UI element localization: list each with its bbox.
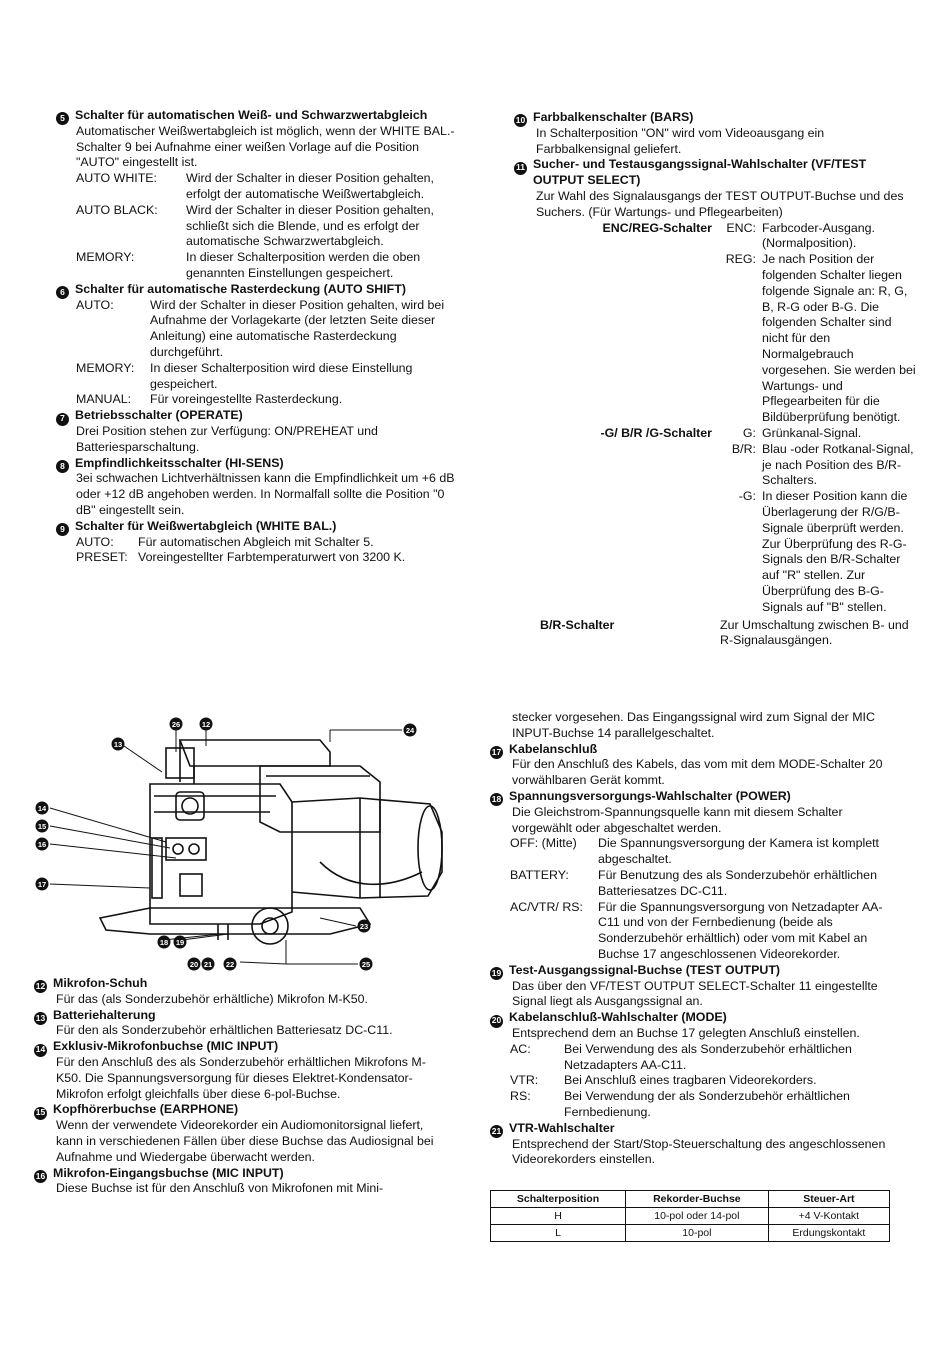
switch-row: -G: In dieser Position kann die Überlagerung der R/G/B-Signale überprüft werden. Zur Überprüfung des R-G-Signals den B/R-Schalter auf "R" stellen. Zur Überprüfung des B-G-Signals auf "B" stellen. — [738, 489, 908, 614]
column-top-right — [514, 110, 916, 649]
callout-label: 16 — [37, 840, 47, 849]
callout-label: 17 — [37, 880, 47, 889]
number-badge: 20 — [490, 1015, 503, 1028]
heading-text: Batteriehalterung — [53, 1007, 156, 1022]
callout-label: 14 — [37, 804, 47, 813]
def-row: AC/VTR/ RS: Für die Spannungsversorgung von Netzadapter AA-C11 und von der Fernbedienung (beide als Sonderzubehör erhältlich) oder vom mit Kabel an Buchse 17 angeschlossenen Videorekorder. — [510, 899, 883, 961]
def-row: AC: Bei Verwendung des als Sonderzubehör erhältlichen Netzadapters AA-C11. — [510, 1041, 852, 1072]
paragraph-s5: Automatischer Weißwertabgleich ist möglich, wenn der WHITE BAL.-Schalter 9 bei Aufnahme einer weißen Vorlage auf die Position "AUTO" eingestellt ist. — [76, 123, 455, 170]
callout-label: 18 — [159, 938, 169, 947]
paragraph-s20: Entsprechend dem an Buchse 17 gelegten Anschluß einstellen. — [512, 1025, 860, 1040]
table-row — [491, 1225, 890, 1242]
def-row: PRESET: Voreingestellter Farbtemperaturwert von 3200 K. — [76, 550, 406, 565]
number-badge: 7 — [56, 413, 69, 426]
heading-s18 — [490, 789, 890, 805]
def-row: RS: Bei Verwendung der als Sonderzubehör erhältlichen Fernbedienung. — [510, 1089, 850, 1119]
vtr-table — [490, 1190, 890, 1242]
number-badge: 8 — [56, 460, 69, 473]
number-badge: 12 — [34, 980, 47, 993]
paragraph-s17: Für den Anschluß des Kabels, das vom mit dem MODE-Schalter 20 vorwählbaren Gerät kommt. — [512, 757, 883, 788]
switch-row: B/R: Blau -oder Rotkanal-Signal, je nach Position des B/R-Schalters. — [731, 441, 914, 488]
heading-text: Empfindlichkeitsschalter (HI-SENS) — [75, 455, 284, 470]
def-row: MEMORY: In dieser Schalterposition werden die oben genannten Einstellungen gespeichert. — [76, 250, 421, 280]
paragraph-s7: Drei Position stehen zur Verfügung: ON/PREHEAT und Batteriesparschaltung. — [76, 423, 378, 454]
def-row: AUTO: Für automatischen Abgleich mit Schalter 5. — [76, 534, 374, 549]
number-badge: 5 — [56, 112, 69, 125]
table-cell: H — [491, 1208, 626, 1225]
heading-s13 — [34, 1008, 442, 1024]
number-badge: 10 — [514, 114, 527, 127]
table-header: Steuer-Art — [768, 1191, 889, 1208]
heading-text: Farbbalkenschalter (BARS) — [533, 110, 694, 124]
paragraph-s11: Zur Wahl des Signalausgangs der TEST OUTPUT-Buchse und des Suchers. (Für Wartungs- und Pflegearbeiten) — [536, 188, 904, 219]
paragraph-continued: stecker vorgesehen. Das Eingangssignal wird zum Signal der MIC INPUT-Buchse 14 parallelgeschaltet. — [512, 710, 875, 740]
column-bottom-right — [490, 710, 890, 1168]
number-badge: 19 — [490, 967, 503, 980]
def-row: AUTO WHITE: Wird der Schalter in dieser Position gehalten, erfolgt der automatische Weißwertabgleich. — [76, 171, 434, 201]
callout-label: 13 — [113, 740, 123, 749]
heading-s12 — [34, 976, 442, 992]
heading-s5 — [56, 108, 458, 124]
table-header: Schalterposition — [491, 1191, 626, 1208]
heading-text: Betriebsschalter (OPERATE) — [75, 408, 243, 423]
callout-label: 25 — [361, 960, 371, 969]
table-cell: 10-pol oder 14-pol — [625, 1208, 768, 1225]
switch-row: B/R-Schalter Zur Umschaltung zwischen B- und R-Signalausgängen. — [540, 617, 909, 648]
heading-text: Kabelanschluß-Wahlschalter (MODE) — [509, 1010, 727, 1025]
def-row: AUTO BLACK: Wird der Schalter in dieser Position gehalten, schließt sich die Blende, und es erfolgt der automatische Schwarzwertabgleich. — [76, 202, 434, 249]
callout-20 — [188, 958, 201, 971]
number-badge: 14 — [34, 1044, 47, 1057]
table-header: Rekorder-Buchse — [625, 1191, 768, 1208]
heading-s8 — [56, 456, 458, 472]
table-cell: +4 V-Kontakt — [768, 1208, 889, 1225]
paragraph-s12: Für das (als Sonderzubehör erhältliche) Mikrofon M-K50. — [56, 991, 368, 1006]
def-row: MANUAL: Für voreingestellte Rasterdeckung. — [76, 392, 343, 407]
heading-text: Sucher- und Testausgangssignal-Wahlschalter (VF/TEST OUTPUT SELECT) — [533, 157, 867, 188]
switch-row: -G/ B/R /G-Schalter G: Grünkanal-Signal. — [600, 425, 862, 440]
callout-13 — [112, 738, 125, 751]
heading-s19 — [490, 963, 890, 979]
heading-text: VTR-Wahlschalter — [509, 1120, 615, 1135]
table-header-row — [491, 1191, 890, 1208]
number-badge: 15 — [34, 1107, 47, 1120]
callout-24 — [404, 724, 417, 737]
number-badge: 21 — [490, 1125, 503, 1138]
heading-s11 — [514, 157, 916, 189]
heading-s6 — [56, 282, 458, 298]
number-badge: 11 — [514, 162, 527, 175]
paragraph-s10: In Schalterposition "ON" wird vom Videoausgang ein Farbbalkensignal geliefert. — [536, 125, 825, 156]
heading-s7 — [56, 408, 458, 424]
paragraph-s18: Die Gleichstrom-Spannungsquelle kann mit diesem Schalter vorgewählt oder abgeschaltet werden. — [512, 804, 843, 835]
heading-s16 — [34, 1166, 442, 1182]
heading-s14 — [34, 1039, 442, 1055]
number-badge: 9 — [56, 523, 69, 536]
callout-12 — [200, 718, 213, 731]
callout-18 — [158, 936, 171, 949]
heading-text: Kopfhörerbuchse (EARPHONE) — [53, 1102, 239, 1117]
heading-s9 — [56, 519, 458, 535]
paragraph-s13: Für den als Sonderzubehör erhältlichen Batteriesatz DC-C11. — [56, 1023, 393, 1038]
callout-label: 20 — [189, 960, 199, 969]
callout-label: 22 — [225, 960, 235, 969]
heading-s17 — [490, 742, 890, 758]
callout-label: 12 — [201, 720, 211, 729]
heading-s21 — [490, 1121, 890, 1137]
callout-22 — [224, 958, 237, 971]
number-badge: 18 — [490, 793, 503, 806]
camera-body-drawing — [100, 740, 442, 944]
paragraph-s8: 3ei schwachen Lichtverhältnissen kann die Empfindlichkeit um +6 dB oder +12 dB angehoben werden. In Normalfall sollte die Position "0 dB" eingestellt sein. — [76, 471, 455, 517]
table-cell: L — [491, 1225, 626, 1242]
callout-23 — [358, 920, 371, 933]
callout-label: 23 — [359, 922, 369, 931]
paragraph-s21: Entsprechend der Start/Stop-Steuerschaltung des angeschlossenen Videorekorders einstellen. — [512, 1136, 886, 1167]
number-badge: 13 — [34, 1012, 47, 1025]
column-bottom-left — [34, 976, 442, 1197]
callout-label: 24 — [405, 726, 415, 735]
table-row — [491, 1208, 890, 1225]
callout-26 — [170, 718, 183, 731]
number-badge: 6 — [56, 286, 69, 299]
column-top-left — [56, 108, 458, 566]
switch-row: REG: Je nach Position der folgenden Schalter liegen folgende Signale an: R, G, B, R-G oder B-G. Die folgenden Schalter sind nicht für den Normalgebrauch vorgesehen. Sie werden bei Wartungs- und Pflegearbeiten für die Bildüberprüfung benötigt. — [725, 252, 916, 425]
heading-text: Schalter für Weißwertabgleich (WHITE BAL.) — [75, 518, 337, 533]
switch-row: ENC/REG-Schalter ENC: Farbcoder-Ausgang. (Normalposition). — [602, 220, 875, 251]
heading-text: Schalter für automatische Rasterdeckung (AUTO SHIFT) — [75, 281, 406, 296]
callout-25 — [360, 958, 373, 971]
heading-text: Spannungsversorgungs-Wahlschalter (POWER) — [509, 788, 791, 803]
heading-s20 — [490, 1010, 890, 1026]
heading-text: Test-Ausgangssignal-Buchse (TEST OUTPUT) — [509, 962, 781, 977]
camera-diagram — [30, 712, 450, 974]
callout-19 — [174, 936, 187, 949]
callout-15 — [36, 820, 49, 833]
def-row: AUTO: Wird der Schalter in dieser Position gehalten, wird bei Aufnahme der Vorlagekarte (der letzten Seite dieser Anleitung) eine automatische Rasterdeckung durchgeführt. — [76, 297, 445, 359]
callout-16 — [36, 838, 49, 851]
callout-label: 19 — [175, 938, 185, 947]
table-cell: Erdungskontakt — [768, 1225, 889, 1242]
heading-text: Kabelanschluß — [509, 741, 598, 756]
def-row: VTR: Bei Anschluß eines tragbaren Videorekorders. — [510, 1073, 817, 1088]
table-cell: 10-pol — [625, 1225, 768, 1242]
def-row: MEMORY: In dieser Schalterposition wird diese Einstellung gespeichert. — [76, 360, 413, 391]
heading-text: Schalter für automatischen Weiß- und Schwarzwertabgleich — [75, 108, 428, 122]
callout-14 — [36, 802, 49, 815]
number-badge: 16 — [34, 1170, 47, 1183]
paragraph-s19: Das über den VF/TEST OUTPUT SELECT-Schalter 11 eingestellte Signal liegt als Ausgangssignal an. — [512, 978, 878, 1009]
def-row: BATTERY: Für Benutzung des als Sonderzubehör erhältlichen Batteriesatzes DC-C11. — [510, 867, 877, 898]
heading-s15 — [34, 1102, 442, 1118]
paragraph-s14: Für den Anschluß des als Sonderzubehör erhältlichen Mikrofons M-K50. Die Spannungsversorgung für dieses Elektret-Kondensator-Mikrofon erfolgt gleichfalls über diese 6-pol-Buchse. — [56, 1054, 426, 1101]
paragraph-s15: Wenn der verwendete Videorekorder ein Audiomonitorsignal liefert, kann in verschiedenen Fällen über diese Buchse das Audiosignal bei Aufnahme und Wiedergabe überwacht werden. — [56, 1118, 434, 1164]
paragraph-s16: Diese Buchse ist für den Anschluß von Mikrofonen mit Mini- — [56, 1181, 384, 1196]
heading-text: Mikrofon-Schuh — [53, 976, 148, 990]
callout-17 — [36, 878, 49, 891]
callout-21 — [202, 958, 215, 971]
heading-text: Mikrofon-Eingangsbuchse (MIC INPUT) — [53, 1165, 284, 1180]
callout-label: 15 — [37, 822, 47, 831]
heading-text: Exklusiv-Mikrofonbuchse (MIC INPUT) — [53, 1039, 279, 1054]
heading-s10 — [514, 110, 916, 126]
callout-label: 26 — [171, 720, 181, 729]
def-row: OFF: (Mitte) Die Spannungsversorgung der Kamera ist komplett abgeschaltet. — [510, 836, 880, 867]
number-badge: 17 — [490, 746, 503, 759]
callout-label: 21 — [203, 960, 213, 969]
